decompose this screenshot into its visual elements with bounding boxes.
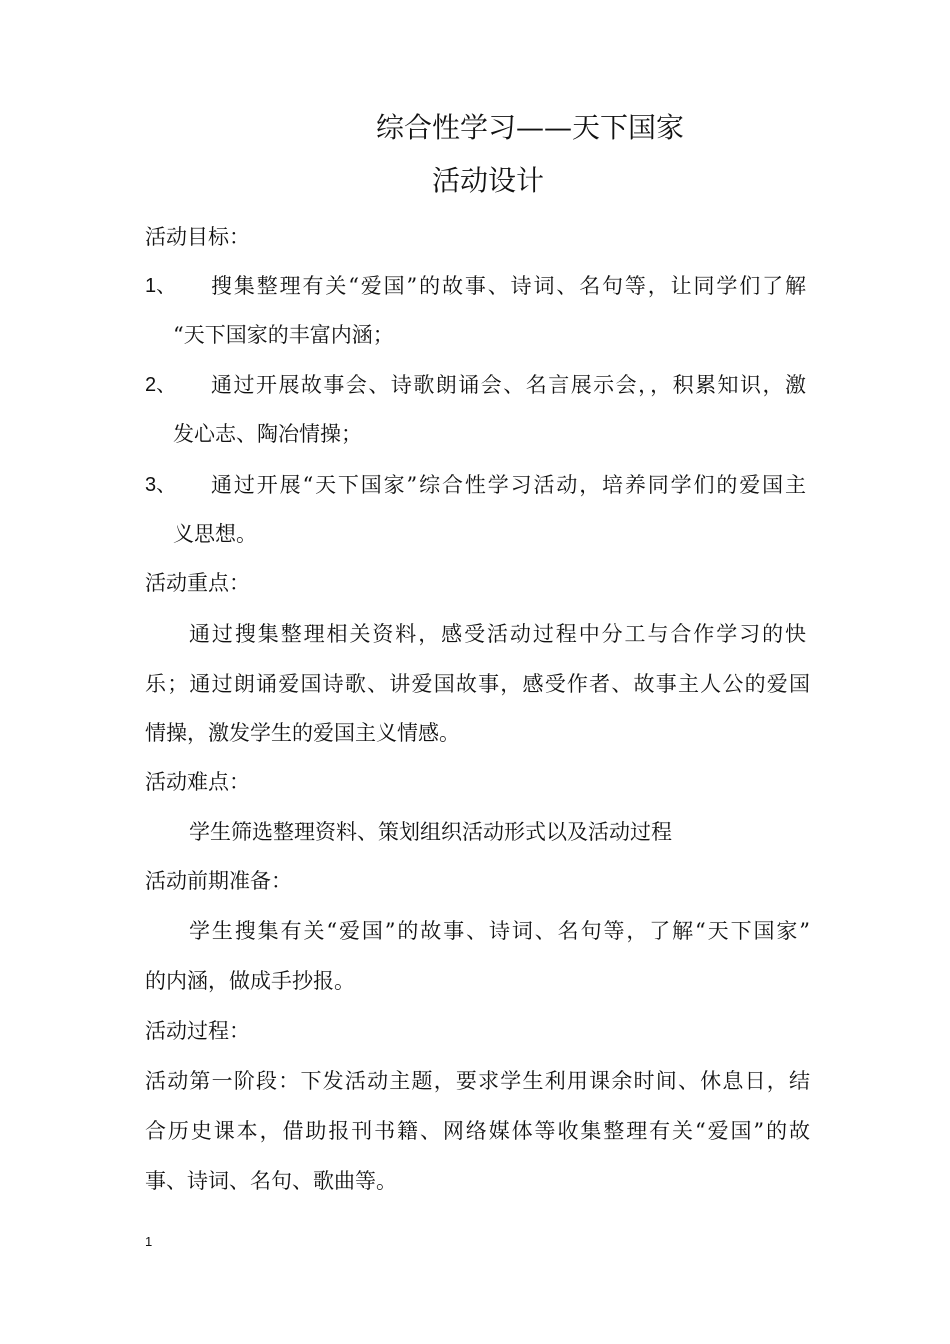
preparation-line-2: 的内涵，做成手抄报。 [145, 969, 355, 993]
difficulty-heading: 活动难点： [145, 770, 250, 794]
goal-item-2-continuation: 发心志、陶冶情操； [173, 422, 362, 446]
goal-item-1-text: 搜集整理有关“爱国”的故事、诗词、名句等，让同学们了解 [211, 274, 806, 298]
document-subtitle: 活动设计 [432, 164, 545, 197]
process-heading: 活动过程： [145, 1019, 250, 1043]
focus-line-1: 通过搜集整理相关资料，感受活动过程中分工与合作学习的快 [189, 622, 806, 646]
focus-line-2: 乐；通过朗诵爱国诗歌、讲爱国故事，感受作者、故事主人公的爱国 [145, 672, 810, 696]
goal-item-2-text: 通过开展故事会、诗歌朗诵会、名言展示会，，积累知识，激 [211, 373, 806, 397]
page-number: 1 [145, 1234, 153, 1249]
process-line-2: 合历史课本，借助报刊书籍、网络媒体等收集整理有关“爱国”的故 [145, 1119, 810, 1143]
preparation-line-1: 学生搜集有关“爱国”的故事、诗词、名句等，了解“天下国家” [189, 919, 810, 943]
document-title: 综合性学习——天下国家 [376, 111, 685, 144]
goal-item-1-continuation: “天下国家的丰富内涵； [173, 323, 394, 347]
focus-heading: 活动重点： [145, 571, 250, 595]
focus-line-3: 情操，激发学生的爱国主义情感。 [145, 721, 460, 745]
goal-number-3: 3、 [145, 474, 177, 496]
goal-item-3-continuation: 义思想。 [173, 522, 257, 546]
process-line-3: 事、诗词、名句、歌曲等。 [145, 1169, 397, 1193]
goal-number-2: 2、 [145, 374, 177, 396]
process-line-1: 活动第一阶段：下发活动主题，要求学生利用课余时间、休息日，结 [145, 1069, 810, 1093]
goal-number-1: 1、 [145, 275, 177, 297]
goals-heading: 活动目标： [145, 225, 250, 249]
goal-item-3-text: 通过开展“天下国家”综合性学习活动，培养同学们的爱国主 [211, 473, 806, 497]
preparation-heading: 活动前期准备： [145, 869, 292, 893]
difficulty-line: 学生筛选整理资料、策划组织活动形式以及活动过程 [189, 820, 672, 844]
